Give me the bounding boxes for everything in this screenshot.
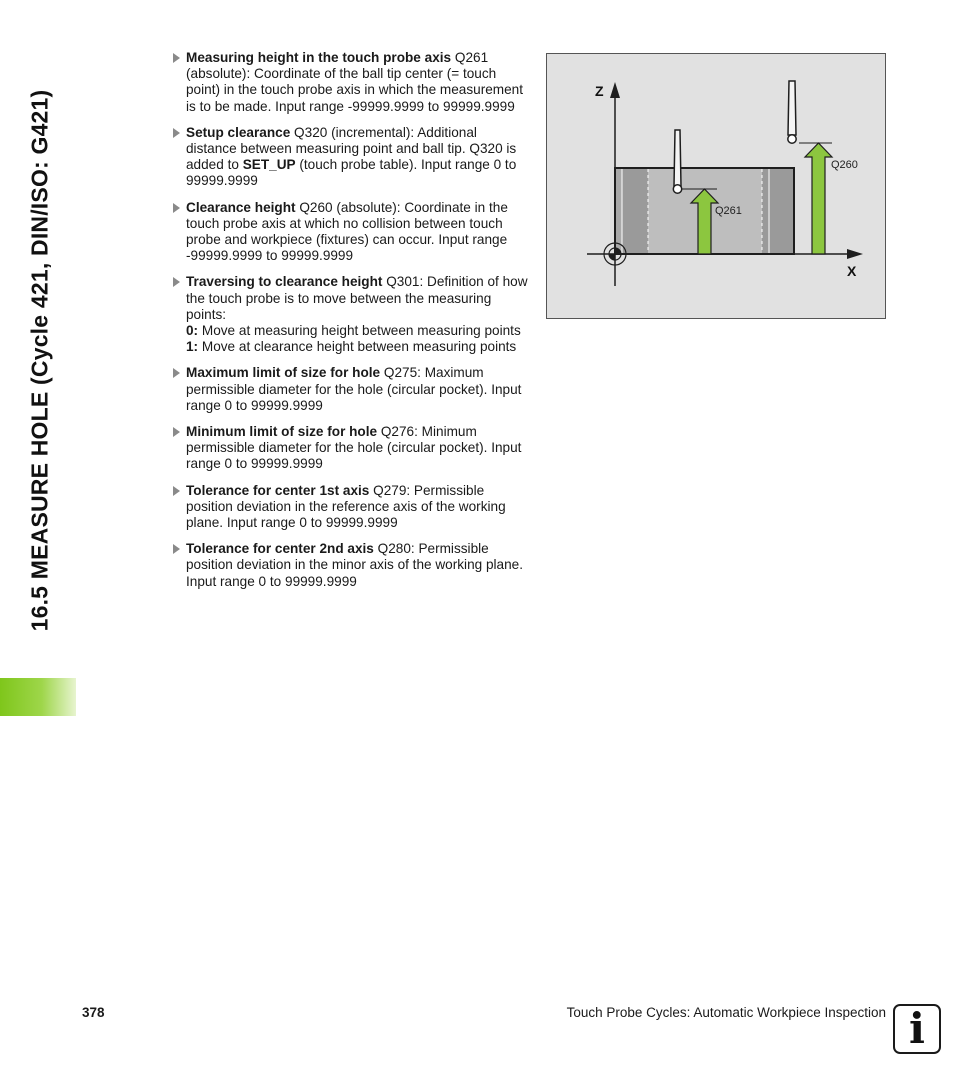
workpiece-bore-left bbox=[622, 169, 648, 253]
option-text: Move at clearance height between measuring points bbox=[198, 339, 517, 355]
param-description: Q320 (incremental): Additional distance between measuring point and ball tip. Q320 is added to bbox=[186, 124, 517, 173]
param-name: Clearance height bbox=[186, 199, 296, 215]
param-description: Q279: Permissible position deviation in the reference axis of the working plane. Input range 0 to 99999.9999 bbox=[186, 482, 506, 531]
param-keyword: SET_UP bbox=[242, 157, 296, 173]
param-q301 bbox=[172, 274, 528, 355]
bullet-triangle-icon bbox=[173, 544, 180, 554]
info-glyph: i bbox=[909, 1004, 925, 1053]
param-q275 bbox=[172, 365, 528, 414]
param-name: Tolerance for center 1st axis bbox=[186, 482, 370, 498]
x-axis-label: X bbox=[847, 263, 857, 279]
option-0 bbox=[186, 323, 528, 339]
param-description: Q260 (absolute): Coordinate in the touch probe axis at which no collision between touch probe and workpiece (fixtures) can occur. Input range -99999.9999 to 99999.9999 bbox=[186, 199, 508, 264]
q260-arrow bbox=[805, 143, 832, 254]
param-q261 bbox=[172, 50, 528, 115]
workpiece-bore-right bbox=[762, 169, 793, 253]
param-q279 bbox=[172, 483, 528, 532]
param-name: Traversing to clearance height bbox=[186, 274, 383, 290]
bullet-triangle-icon bbox=[173, 486, 180, 496]
q261-label: Q261 bbox=[715, 205, 742, 217]
probe-ball-1 bbox=[673, 185, 681, 193]
param-name: Minimum limit of size for hole bbox=[186, 424, 378, 440]
info-icon bbox=[893, 1004, 941, 1054]
param-description: Q261 (absolute): Coordinate of the ball tip center (= touch point) in the touch probe axis in which the measurement is to be made. Input range -99999.9999 to 99999.9999 bbox=[186, 50, 524, 114]
param-name: Setup clearance bbox=[186, 124, 291, 140]
page-number: 378 bbox=[82, 1005, 105, 1020]
param-description: Q280: Permissible position deviation in the minor axis of the working plane. Input range 0 to 99999.9999 bbox=[186, 541, 524, 589]
param-description: Q301: Definition of how the touch probe is to move between the measuring points: bbox=[186, 274, 528, 322]
parameter-list bbox=[172, 50, 528, 600]
param-description: Q276: Minimum permissible diameter for the hole (circular pocket). Input range 0 to 99999.9999 bbox=[186, 424, 522, 472]
bullet-triangle-icon bbox=[173, 368, 180, 378]
z-axis-label: Z bbox=[595, 83, 604, 99]
side-chapter-title bbox=[18, 40, 62, 680]
param-q280 bbox=[172, 541, 528, 590]
figure-drawing bbox=[547, 54, 885, 318]
param-description-end: (touch probe table). Input range 0 to 99999.9999 bbox=[186, 157, 517, 189]
probe-stylus-2 bbox=[788, 81, 796, 135]
option-text: Move at measuring height between measuring points bbox=[198, 323, 521, 339]
bullet-triangle-icon bbox=[173, 277, 180, 287]
probe-stylus-1 bbox=[674, 130, 681, 186]
side-chapter-title-text: 16.5 MEASURE HOLE (Cycle 421, DIN/ISO: G421) bbox=[26, 89, 53, 631]
param-name: Tolerance for center 2nd axis bbox=[186, 541, 374, 557]
chapter-tab-marker bbox=[0, 678, 76, 716]
z-axis-arrowhead bbox=[610, 82, 620, 98]
param-q260 bbox=[172, 200, 528, 265]
option-key: 0: bbox=[186, 323, 199, 339]
param-q276 bbox=[172, 424, 528, 473]
bullet-triangle-icon bbox=[173, 203, 180, 213]
param-name: Maximum limit of size for hole bbox=[186, 365, 381, 381]
bullet-triangle-icon bbox=[173, 53, 180, 63]
datum-quadrant bbox=[609, 254, 615, 260]
x-axis-arrowhead bbox=[847, 249, 863, 259]
param-description: Q275: Maximum permissible diameter for the hole (circular pocket). Input range 0 to 99999.9999 bbox=[186, 365, 522, 413]
param-q320 bbox=[172, 125, 528, 190]
option-key: 1: bbox=[186, 339, 199, 355]
measuring-height-figure bbox=[546, 53, 886, 319]
q260-label: Q260 bbox=[831, 159, 858, 171]
param-name: Measuring height in the touch probe axis bbox=[186, 50, 452, 65]
bullet-triangle-icon bbox=[173, 128, 180, 138]
probe-ball-2 bbox=[788, 135, 796, 143]
bullet-triangle-icon bbox=[173, 427, 180, 437]
footer-chapter-title: Touch Probe Cycles: Automatic Workpiece Inspection bbox=[566, 1005, 886, 1020]
option-1 bbox=[186, 339, 528, 355]
